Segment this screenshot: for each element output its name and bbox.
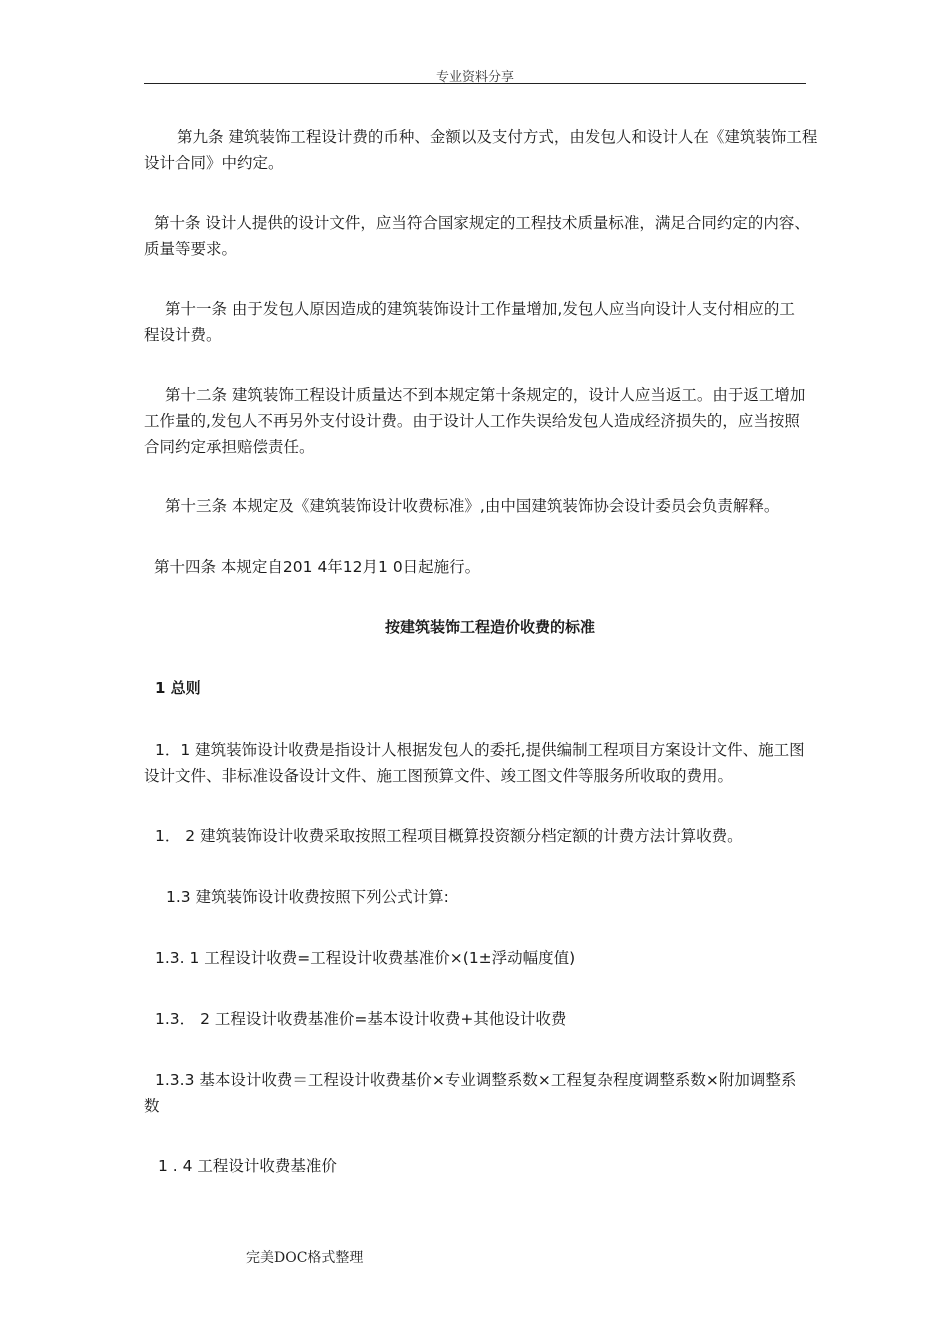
page-header: 专业资料分享 bbox=[435, 70, 514, 85]
article-10: 第十条 设计人提供的设计文件，应当符合国家规定的工程技术质量标准，满足合同约定的内容、质量等要求。 bbox=[144, 214, 810, 258]
section-title: 按建筑装饰工程造价收费的标准 bbox=[384, 618, 595, 636]
article-12: 第十二条 建筑装饰工程设计质量达不到本规定第十条规定的，设计人应当返工。由于返工增加工作量的,发包人不再另外支付设计费。由于设计人工作失误给发包人造成经济损失的，应当按照合同约定承担赔偿责任。 bbox=[144, 386, 806, 456]
chapter-heading: 1 总则 bbox=[155, 679, 201, 697]
clause-1-3-1: 1.3. 1 工程设计收费=工程设计收费基准价×(1±浮动幅度值) bbox=[155, 949, 576, 967]
clause-1-1: 1．1 建筑装饰设计收费是指设计人根据发包人的委托,提供编制工程项目方案设计文件、施工图设计文件、非标准设备设计文件、施工图预算文件、竣工图文件等服务所收取的费用。 bbox=[144, 741, 805, 785]
clause-1-3: 1.3 建筑装饰设计收费按照下列公式计算: bbox=[166, 888, 449, 906]
article-9: 第九条 建筑装饰工程设计费的币种、金额以及支付方式，由发包人和设计人在《建筑装饰工程设计合同》中约定。 bbox=[144, 128, 818, 172]
article-14: 第十四条 本规定自201 4年12月1 0日起施行。 bbox=[154, 558, 481, 576]
clause-1-4: 1 . 4 工程设计收费基准价 bbox=[158, 1157, 337, 1175]
clause-1-3-3: 1.3.3 基本设计收费＝工程设计收费基价×专业调整系数×工程复杂程度调整系数×附加调整系数 bbox=[144, 1071, 797, 1115]
clause-1-2: 1． 2 建筑装饰设计收费采取按照工程项目概算投资额分档定额的计费方法计算收费。 bbox=[155, 827, 743, 845]
article-11: 第十一条 由于发包人原因造成的建筑装饰设计工作量增加,发包人应当向设计人支付相应的工程设计费。 bbox=[144, 300, 795, 344]
header-rule bbox=[144, 83, 806, 84]
clause-1-3-2: 1.3． 2 工程设计收费基准价=基本设计收费+其他设计收费 bbox=[155, 1010, 567, 1028]
article-13: 第十三条 本规定及《建筑装饰设计收费标准》,由中国建筑装饰协会设计委员会负责解释。 bbox=[165, 497, 780, 515]
page-footer: 完美DOC格式整理 bbox=[246, 1250, 364, 1266]
